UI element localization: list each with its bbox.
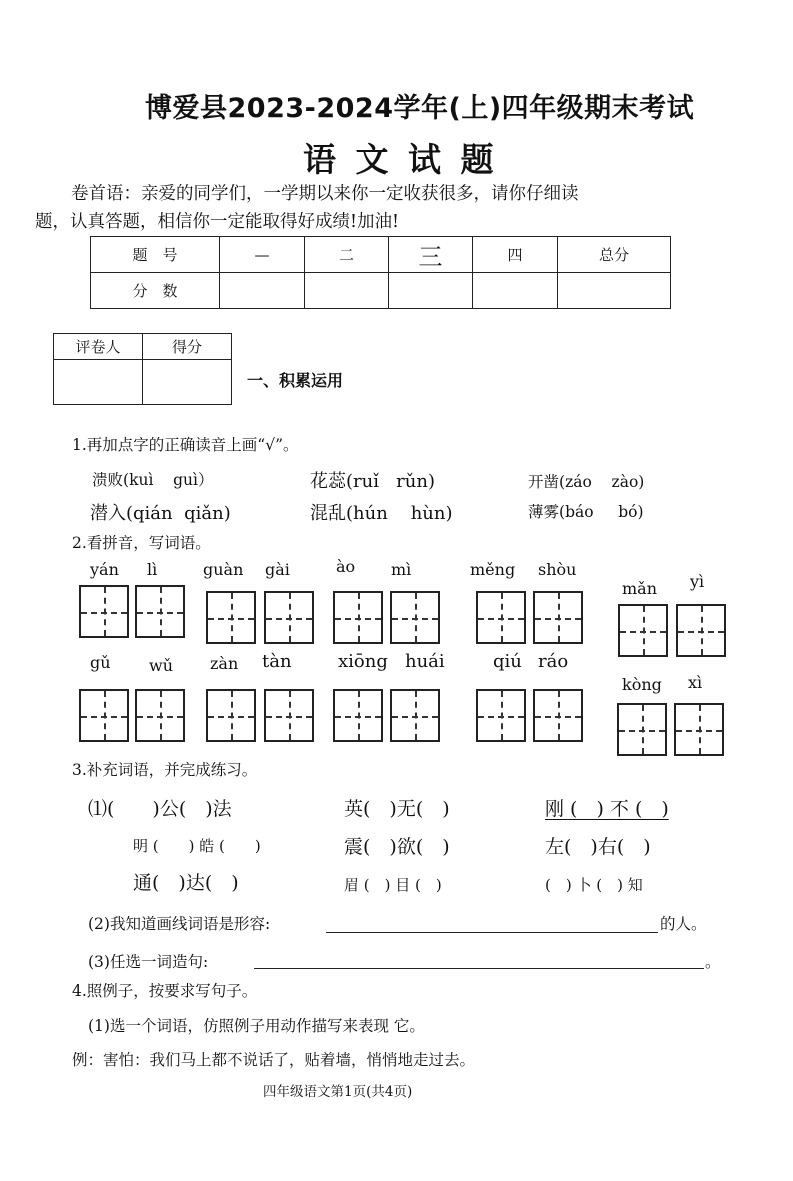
pinyin-label: ào xyxy=(336,557,356,576)
pinyin-label: ráo xyxy=(538,651,569,672)
score-header-cell: 题 号 xyxy=(91,237,220,273)
intro-text xyxy=(35,180,755,236)
score-cell[interactable] xyxy=(389,273,473,309)
idiom-blank[interactable]: 眉 ( ) 目 ( ) xyxy=(344,876,442,894)
q3-sub3-end: 。 xyxy=(705,953,721,971)
char-box[interactable] xyxy=(264,591,314,644)
q2-prompt: 2.看拼音，写词语。 xyxy=(72,534,211,552)
score-cell[interactable] xyxy=(558,273,671,309)
q3-sub2-end: 的人。 xyxy=(660,915,707,933)
char-box[interactable] xyxy=(135,585,185,638)
score-header-cell: 二 xyxy=(305,237,389,273)
answer-line[interactable] xyxy=(326,932,658,933)
grader-score-cell[interactable] xyxy=(143,360,232,405)
score-table xyxy=(90,236,671,309)
intro-line-2: 题，认真答题，相信你一定能取得好成绩!加油! xyxy=(35,212,400,232)
pinyin-label: guàn xyxy=(203,560,244,579)
grader-table xyxy=(53,333,232,405)
char-box[interactable] xyxy=(79,585,129,638)
q4-sub1: (1)选一个词语，仿照例子用动作描写来表现 它。 xyxy=(88,1017,425,1035)
exam-subtitle: 语 文 试 题 xyxy=(303,140,498,179)
q3-prompt: 3.补充词语，并完成练习。 xyxy=(72,761,258,779)
q1-item: 薄雾(báo bó) xyxy=(528,503,644,521)
q3-sub3: (3)任选一词造句: xyxy=(88,953,209,971)
q4-prompt: 4.照例子，按要求写句子。 xyxy=(72,982,258,1000)
pinyin-label: zàn xyxy=(210,654,239,673)
intro-line-1: 卷首语：亲爱的同学们，一学期以来你一定收获很多，请你仔细读 xyxy=(71,184,579,204)
score-row-label: 分 数 xyxy=(91,273,220,309)
char-box[interactable] xyxy=(476,689,526,742)
idiom-blank-underlined[interactable]: 刚 ( ) 不 ( ) xyxy=(545,798,669,820)
score-table-score-row xyxy=(91,273,671,309)
pinyin-label: xì xyxy=(688,673,703,692)
char-box[interactable] xyxy=(533,689,583,742)
char-box[interactable] xyxy=(206,689,256,742)
char-box[interactable] xyxy=(674,703,724,756)
page-footer: 四年级语文第1页(共4页) xyxy=(263,1084,413,1100)
char-box[interactable] xyxy=(206,591,256,644)
score-header-cell: 总分 xyxy=(558,237,671,273)
pinyin-label: gài xyxy=(265,560,290,579)
char-box[interactable] xyxy=(135,689,185,742)
q1-item: 潜入(qián qiǎn) xyxy=(90,503,231,524)
idiom-blank[interactable]: ⑴( )公( )法 xyxy=(88,798,232,820)
char-box[interactable] xyxy=(533,591,583,644)
score-cell[interactable] xyxy=(220,273,305,309)
char-box[interactable] xyxy=(617,703,667,756)
pinyin-label: tàn xyxy=(262,651,292,672)
char-box[interactable] xyxy=(264,689,314,742)
idiom-blank[interactable]: 震( )欲( ) xyxy=(344,836,450,858)
char-box[interactable] xyxy=(676,604,726,657)
section-title: 一、积累运用 xyxy=(247,371,344,390)
char-box[interactable] xyxy=(79,689,129,742)
score-header-cell: 三 xyxy=(389,237,473,273)
pinyin-label: shòu xyxy=(538,560,577,579)
idiom-blank[interactable]: 明 ( ) 皓 ( ) xyxy=(133,837,261,855)
score-header-cell: 四 xyxy=(473,237,558,273)
pinyin-label: huái xyxy=(405,651,445,672)
q1-item: 混乱(hún hùn) xyxy=(310,503,453,524)
char-box[interactable] xyxy=(390,689,440,742)
pinyin-label: mì xyxy=(391,560,412,579)
score-table-header-row xyxy=(91,237,671,273)
pinyin-label: měng xyxy=(470,560,516,579)
pinyin-label: lì xyxy=(147,560,158,579)
char-box[interactable] xyxy=(618,604,668,657)
score-cell[interactable] xyxy=(305,273,389,309)
char-box[interactable] xyxy=(333,591,383,644)
q1-item: 花蕊(ruǐ rǔn) xyxy=(310,471,435,492)
q1-item: 溃败(kuì guì） xyxy=(92,471,214,489)
grader-cell[interactable] xyxy=(54,360,143,405)
idiom-blank[interactable]: 英( )无( ) xyxy=(344,798,450,820)
idiom-blank[interactable]: 通( )达( ) xyxy=(133,872,239,894)
pinyin-label: yán xyxy=(90,560,119,579)
pinyin-label: xiōng xyxy=(338,651,388,672)
idiom-blank[interactable]: ( ) 卜 ( ) 知 xyxy=(545,876,643,894)
score-header-cell: — xyxy=(220,237,305,273)
q3-sub2: (2)我知道画线词语是形容: xyxy=(88,915,271,933)
idiom-blank[interactable]: 左( )右( ) xyxy=(545,836,651,858)
char-box[interactable] xyxy=(333,689,383,742)
pinyin-label: mǎn xyxy=(622,579,658,598)
grader-header: 评卷人 xyxy=(54,334,143,360)
q1-prompt: 1.再加点字的正确读音上画“√”。 xyxy=(72,436,299,454)
char-box[interactable] xyxy=(476,591,526,644)
pinyin-label: wǔ xyxy=(149,656,173,675)
pinyin-label: gǔ xyxy=(90,653,111,672)
score-header: 得分 xyxy=(143,334,232,360)
char-box[interactable] xyxy=(390,591,440,644)
pinyin-label: yì xyxy=(690,572,705,591)
pinyin-label: qiú xyxy=(493,651,522,672)
exam-title: 博爱县2023-2024学年(上)四年级期末考试 xyxy=(145,93,695,124)
score-cell[interactable] xyxy=(473,273,558,309)
q1-item: 开凿(záo zào) xyxy=(528,473,645,491)
pinyin-label: kòng xyxy=(622,675,662,694)
answer-line[interactable] xyxy=(254,968,704,969)
q4-example: 例：害怕：我们马上都不说话了，贴着墙，悄悄地走过去。 xyxy=(72,1051,476,1069)
